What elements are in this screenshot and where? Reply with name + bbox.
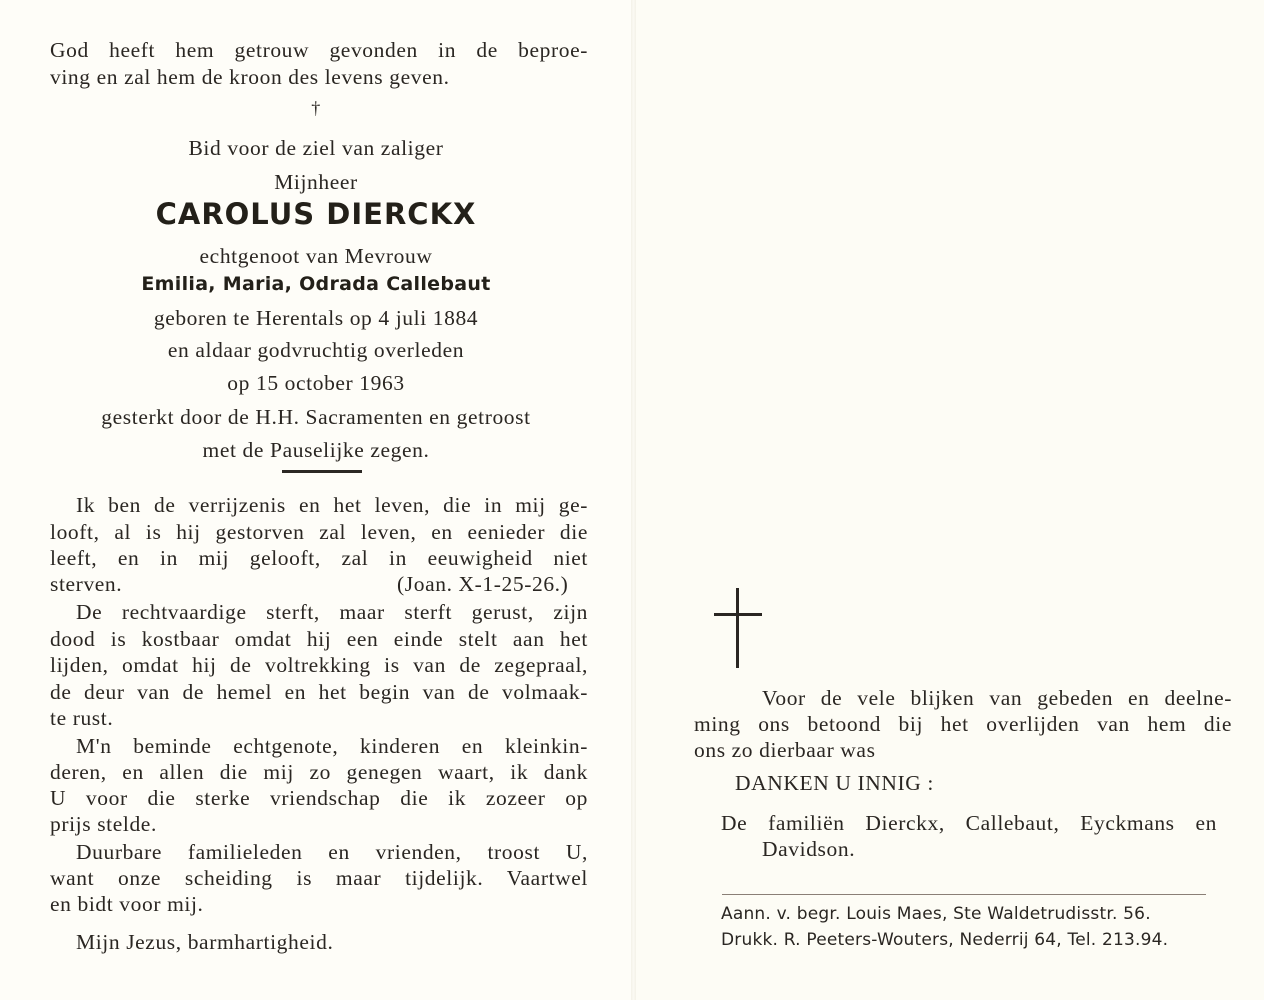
motto-line-1: God heeft hem getrouw gevonden in de beproe- [50,38,588,62]
thanks-line-3: ons zo dierbaar was [694,738,876,762]
undertaker-info: Aann. v. begr. Louis Maes, Ste Waldetrudisstr. 56. [721,904,1151,924]
verse-line-2: looft, al is hij gestorven zal leven, en eenieder die [50,520,588,544]
families-line-2: Davidson. [762,837,856,861]
spouse-name: Emilia, Maria, Odrada Callebaut [141,273,491,295]
family-line-3: en bidt voor mij. [50,892,204,916]
righteous-line-4: de deur van de hemel en het begin van de volmaak- [50,680,588,704]
birth-info: geboren te Herentals op 4 juli 1884 [153,306,479,330]
death-date: op 15 october 1963 [227,371,405,395]
verse-reference: (Joan. X-1-25-26.) [397,572,569,596]
spouse-line-1: M'n beminde echtgenote, kinderen en kleinkin- [76,734,588,758]
righteous-line-2: dood is kostbaar omdat hij een einde stelt aan het [50,627,588,651]
thanks-heading: DANKEN U INNIG : [735,771,934,795]
divider [282,470,362,473]
small-cross-icon: † [311,98,321,118]
printer-info: Drukk. R. Peeters-Wouters, Nederrij 64, Tel. 213.94. [721,930,1169,950]
righteous-line-3: lijden, omdat hij de voltrekking is van de zegepraal, [50,653,588,677]
righteous-line-5: te rust. [50,706,114,730]
family-line-1: Duurbare familieleden en vrienden, troost U, [76,840,588,864]
right-card [636,0,1264,1000]
title: Mijnheer [274,170,358,194]
verse-line-1: Ik ben de verrijzenis en het leven, die in mij ge- [76,493,588,517]
verse-line-4: sterven. [50,572,123,596]
families-line-1: De familiën Dierckx, Callebaut, Eyckmans en [721,811,1217,835]
spouse-line-2: deren, en allen die mij zo genegen waart, ik dank [50,760,588,784]
sacraments-line-2: met de Pauselijke zegen. [202,438,430,462]
prayer-intro: Bid voor de ziel van zaliger [188,136,444,160]
sacraments-line-1: gesterkt door de H.H. Sacramenten en getroost [101,405,531,429]
closing-prayer: Mijn Jezus, barmhartigheid. [76,930,334,954]
spouse-intro: echtgenoot van Mevrouw [199,244,433,268]
spouse-line-4: prijs stelde. [50,812,157,836]
motto-line-2: ving en zal hem de kroon des levens geven. [50,65,450,89]
thanks-line-1: Voor de vele blijken van gebeden en deelne- [762,686,1232,710]
footer-divider [722,894,1206,895]
family-line-2: want onze scheiding is maar tijdelijk. Vaartwel [50,866,588,890]
righteous-line-1: De rechtvaardige sterft, maar sterft gerust, zijn [76,600,588,624]
verse-line-3: leeft, en in mij gelooft, zal in eeuwigheid niet [50,546,588,570]
deceased-name: CAROLUS DIERCKX [155,197,477,231]
death-intro: en aldaar godvruchtig overleden [167,338,465,362]
thanks-line-2: ming ons betoond bij het overlijden van hem die [694,712,1232,736]
spouse-line-3: U voor die sterke vriendschap die ik zozeer op [50,786,588,810]
